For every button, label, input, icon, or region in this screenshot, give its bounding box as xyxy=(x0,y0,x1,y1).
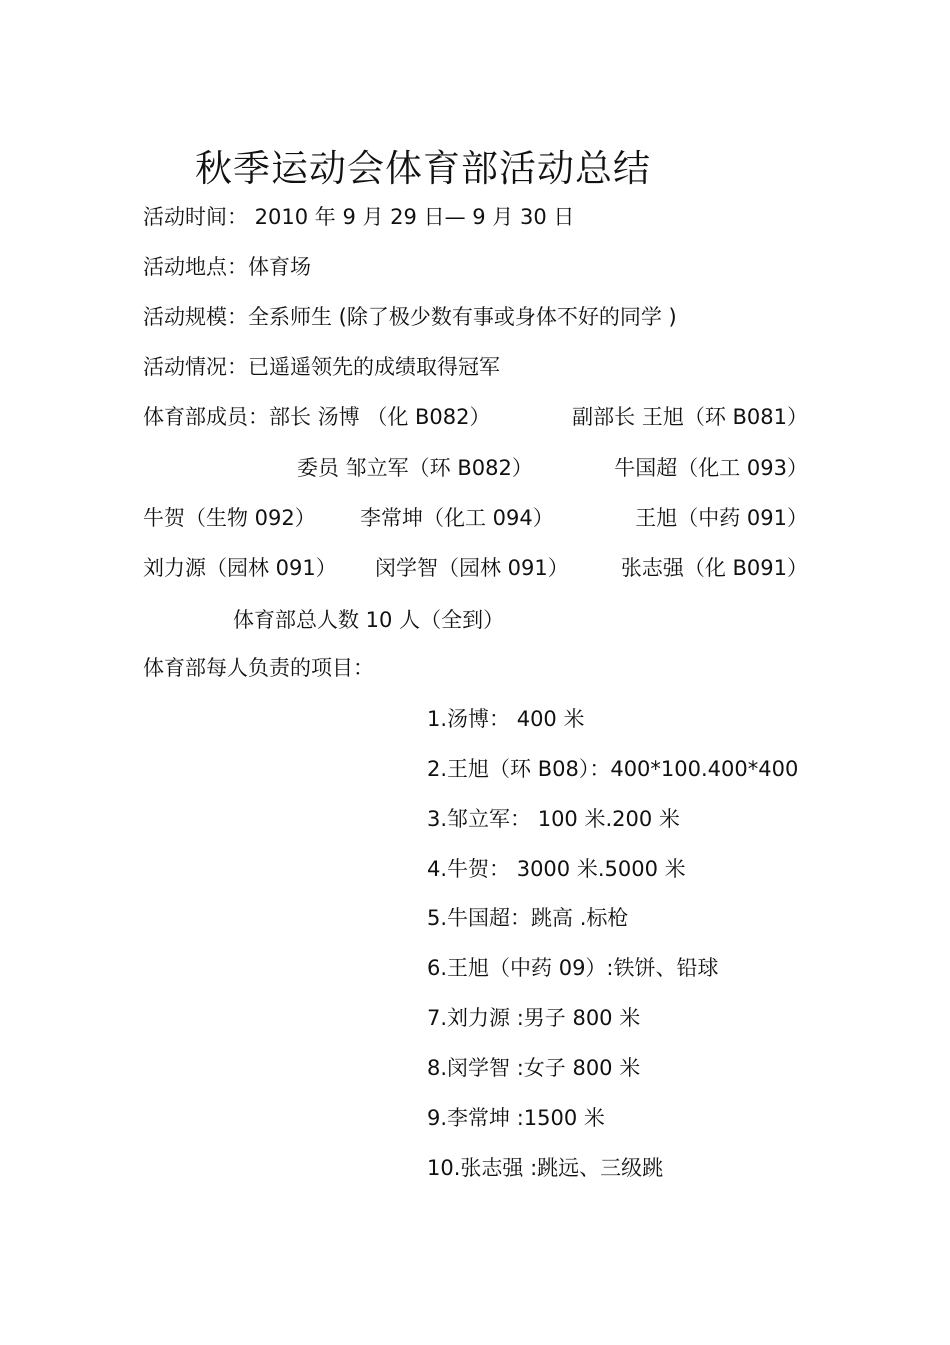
duties-heading: 体育部每人负责的项目： xyxy=(143,656,374,680)
members-row-2 xyxy=(297,455,808,481)
duty-item: 9.李常坤 :1500 米 xyxy=(427,1106,605,1130)
duty-item: 6.王旭（中药 09）:铁饼、铅球 xyxy=(427,956,719,980)
members-row-4 xyxy=(143,555,808,581)
members-total: 体育部总人数 10 人（全到） xyxy=(233,608,505,632)
member-item: 王旭（中药 091） xyxy=(635,506,808,530)
member-deputy: 副部长 王旭（环 B081） xyxy=(572,405,808,429)
activity-result: 活动情况：已遥遥领先的成绩取得冠军 xyxy=(143,355,500,379)
member-leader: 体育部成员：部长 汤博 （化 B082） xyxy=(143,405,491,429)
member-item: 牛贺（生物 092） xyxy=(143,506,316,530)
activity-scale: 活动规模：全系师生 (除了极少数有事或身体不好的同学 ) xyxy=(143,305,677,329)
member-item: 李常坤（化工 094） xyxy=(360,506,554,530)
members-row-3 xyxy=(143,505,808,531)
members-row-1 xyxy=(143,404,808,430)
duty-item: 4.牛贺： 3000 米.5000 米 xyxy=(427,857,686,881)
member-item: 闵学智（园林 091） xyxy=(375,556,569,580)
duty-item: 2.王旭（环 B08）：400*100.400*400 xyxy=(427,757,799,781)
duty-item: 5.牛国超：跳高 .标枪 xyxy=(427,906,629,930)
duty-item: 1.汤博： 400 米 xyxy=(427,707,585,731)
activity-location: 活动地点：体育场 xyxy=(143,255,311,279)
duty-item: 8.闵学智 :女子 800 米 xyxy=(427,1056,641,1080)
activity-time: 活动时间： 2010 年 9 月 29 日— 9 月 30 日 xyxy=(143,205,575,229)
document-title: 秋季运动会体育部活动总结 xyxy=(195,147,651,190)
duty-item: 3.邹立军： 100 米.200 米 xyxy=(427,807,680,831)
member-item: 张志强（化 B091） xyxy=(620,556,808,580)
member-item: 刘力源（园林 091） xyxy=(143,556,337,580)
duty-item: 10.张志强 :跳远、三级跳 xyxy=(427,1156,664,1180)
duty-item: 7.刘力源 :男子 800 米 xyxy=(427,1006,641,1030)
member-committee-1: 委员 邹立军（环 B082） xyxy=(297,456,533,480)
member-committee-2: 牛国超（化工 093） xyxy=(614,456,808,480)
